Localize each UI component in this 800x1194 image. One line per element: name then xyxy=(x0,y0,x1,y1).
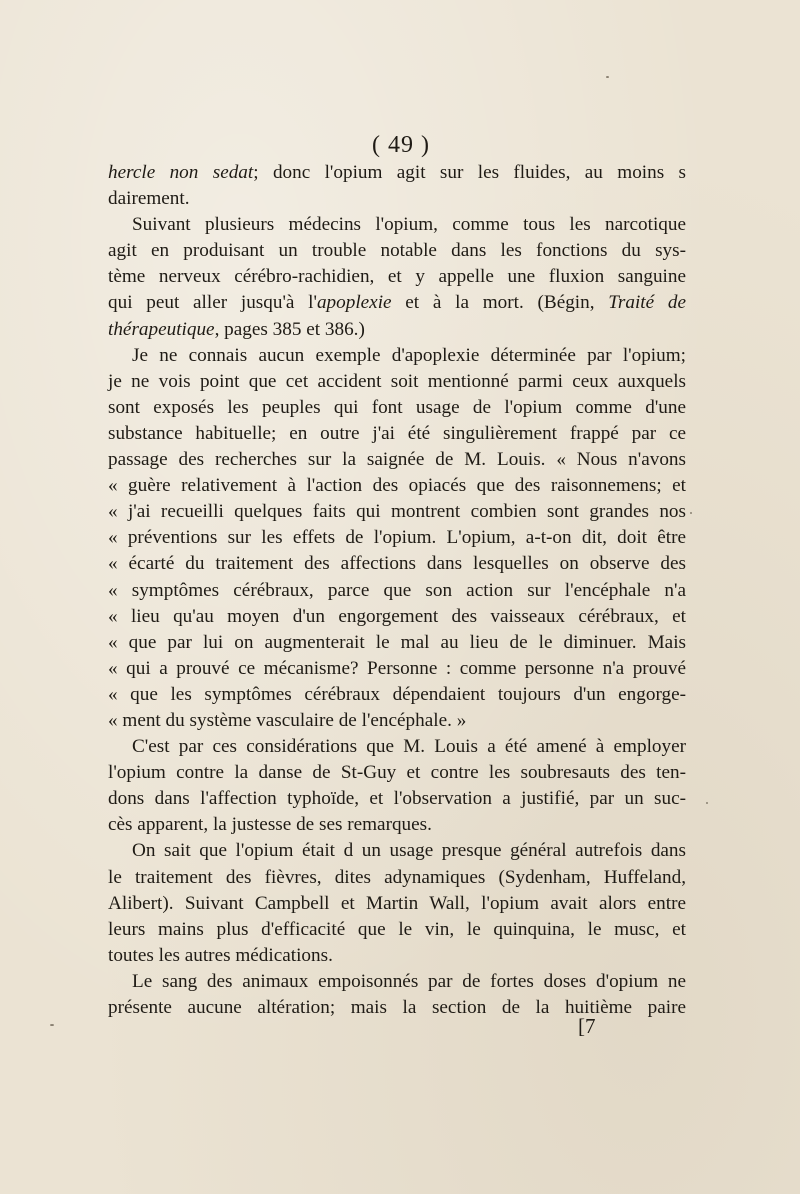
text-run: On sait que l'opium était d un usage presque général autrefois dans xyxy=(132,840,686,862)
text-line xyxy=(108,760,686,786)
text-line xyxy=(108,499,686,525)
text-line xyxy=(108,708,686,734)
text-run: Je ne connais aucun exemple d'apoplexie déterminée par l'opium; xyxy=(132,344,686,366)
text-run: Alibert). Suivant Campbell et Martin Wall, l'opium avait alors entre xyxy=(108,892,686,914)
text-run: passage des recherches sur la saignée de M. Louis. « Nous n'avons xyxy=(108,449,686,471)
italic-text: thérapeutique xyxy=(108,318,215,340)
text-line xyxy=(108,734,686,760)
text-line xyxy=(108,551,686,577)
text-run: présente aucune altération; mais la section de la huitième paire xyxy=(108,997,686,1018)
text-run: « symptômes cérébraux, parce que son action sur l'encéphale n'a xyxy=(108,579,686,601)
text-run: sont exposés les peuples qui font usage de l'opium comme d'une xyxy=(108,396,686,418)
text-run: cès apparent, la justesse de ses remarques. xyxy=(108,814,432,836)
text-run: tème nerveux cérébro-rachidien, et y appelle une fluxion sanguine xyxy=(108,266,686,288)
body-text xyxy=(108,160,686,1021)
text-line xyxy=(108,786,686,812)
text-run: l'opium contre la danse de St-Guy et contre les soubresauts des ten- xyxy=(108,762,686,784)
italic-text: apoplexie xyxy=(316,292,392,314)
text-run: « que les symptômes cérébraux dépendaient toujours d'un engorge- xyxy=(108,683,686,705)
text-run: je ne vois point que cet accident soit mentionné parmi ceux auxquels xyxy=(108,370,686,392)
text-line xyxy=(108,447,686,473)
text-run: substance habituelle; en outre j'ai été singulièrement frappé par ce xyxy=(108,422,686,444)
text-line xyxy=(108,578,686,604)
text-run: « écarté du traitement des affections dans lesquelles on observe des xyxy=(108,553,686,575)
text-line xyxy=(108,186,686,212)
text-line xyxy=(108,812,686,838)
text-line xyxy=(108,656,686,682)
text-run: « que par lui on augmenterait le mal au lieu de le diminuer. Mais xyxy=(108,631,686,653)
paper-speck xyxy=(690,512,692,514)
text-line xyxy=(108,212,686,238)
italic-text: Traité de xyxy=(608,292,686,314)
text-run: Suivant plusieurs médecins l'opium, comme tous les narcotique xyxy=(132,214,686,236)
paper-speck xyxy=(706,802,708,804)
text-run: « préventions sur les effets de l'opium. L'opium, a-t-on dit, doit être xyxy=(108,527,686,549)
text-run: « ment du système vasculaire de l'encéphale. » xyxy=(108,709,467,731)
paper-speck xyxy=(50,1024,54,1026)
text-line xyxy=(108,682,686,708)
text-line xyxy=(108,238,686,264)
text-line xyxy=(108,160,686,186)
text-run: dons dans l'affection typhoïde, et l'observation a justifié, par un suc- xyxy=(108,788,686,810)
text-run: dairement. xyxy=(108,188,190,210)
text-run: « j'ai recueilli quelques faits qui montrent combien sont grandes nos xyxy=(108,501,686,523)
text-line xyxy=(108,943,686,969)
italic-text: hercle non sedat xyxy=(108,162,254,183)
text-line xyxy=(108,264,686,290)
text-run: toutes les autres médications. xyxy=(108,944,333,966)
text-run: leurs mains plus d'efficacité que le vin, le quinquina, le musc, et xyxy=(108,918,686,940)
text-line xyxy=(108,421,686,447)
text-line xyxy=(108,395,686,421)
text-run: , pages 385 et 386.) xyxy=(214,318,365,340)
paper-speck xyxy=(606,76,609,78)
text-line xyxy=(108,969,686,995)
text-line xyxy=(108,865,686,891)
text-run: ; donc l'opium agit sur les fluides, au moins s xyxy=(253,162,687,183)
text-run: le traitement des fièvres, dites adynamiques (Sydenham, Huffeland, xyxy=(108,866,686,888)
text-run: agit en produisant un trouble notable dans les fonctions du sys- xyxy=(108,240,686,262)
text-line xyxy=(108,604,686,630)
text-run: « qui a prouvé ce mécanisme? Personne : comme personne n'a prouvé xyxy=(108,657,686,679)
text-line xyxy=(108,317,686,343)
text-line xyxy=(108,343,686,369)
text-line xyxy=(108,838,686,864)
text-run: « lieu qu'au moyen d'un engorgement des vaisseaux cérébraux, et xyxy=(108,605,686,627)
text-line xyxy=(108,369,686,395)
text-run: « guère relativement à l'action des opiacés que des raisonnemens; et xyxy=(108,475,686,497)
text-run: et à la mort. (Bégin, xyxy=(391,292,609,314)
text-line xyxy=(108,525,686,551)
text-line xyxy=(108,473,686,499)
text-line xyxy=(108,917,686,943)
page-number: ( 49 ) xyxy=(372,132,430,158)
text-line xyxy=(108,995,686,1021)
text-line xyxy=(108,290,686,316)
text-run: qui peut aller jusqu'à l' xyxy=(108,292,317,314)
text-run: C'est par ces considérations que M. Louis a été amené à employer xyxy=(132,736,686,758)
text-run: Le sang des animaux empoisonnés par de fortes doses d'opium ne xyxy=(132,970,686,992)
text-line xyxy=(108,891,686,917)
printer-signature-mark: [7 xyxy=(578,1014,596,1038)
text-line xyxy=(108,630,686,656)
